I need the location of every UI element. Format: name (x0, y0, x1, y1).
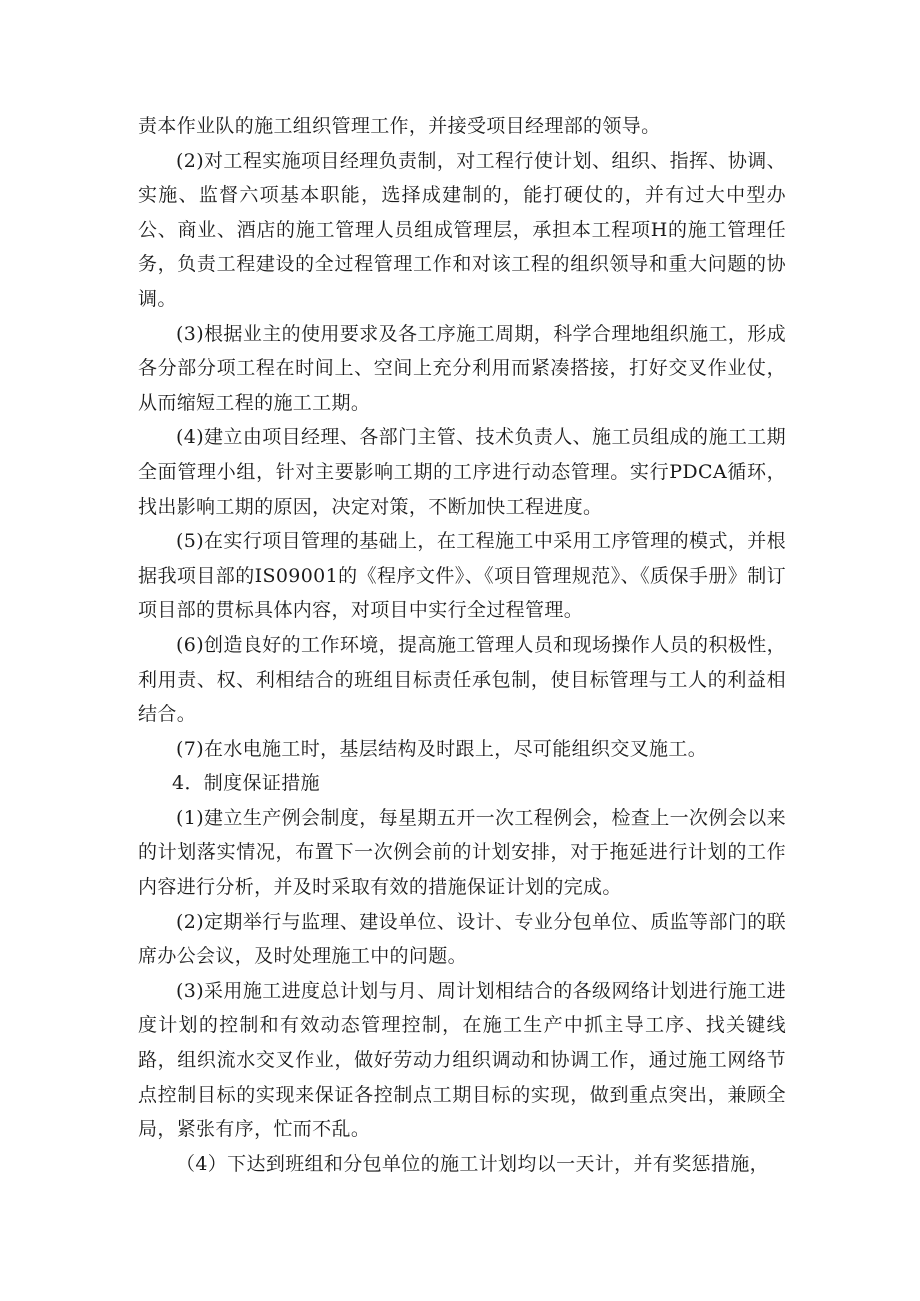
paragraph-item-4: (4)建立由项目经理、各部门主管、技术负责人、施工员组成的施工工期全面管理小组，针对主要影响工期的工序进行动态管理。实行PDCA循环，找出影响工期的原因，决定对策，不断加快工程进度。 (138, 426, 786, 518)
paragraph-item-4: （4）下达到班组和分包单位的施工计划均以一天计，并有奖惩措施， (176, 1152, 769, 1175)
paragraph-item-2: (2)对工程实施项目经理负责制，对工程行使计划、组织、指挥、协调、实施、监督六项基本职能，选择成建制的，能打硬仗的，并有过大中型办公、商业、酒店的施工管理人员组成管理层，承担本工程项H的施工管理任务，负责工程建设的全过程管理工作和对该工程的组织领导和重大问题的协调。 (138, 149, 786, 310)
paragraph-item-6: (6)创造良好的工作环境，提高施工管理人员和现场操作人员的积极性，利用责、权、利相结合的班组目标责任承包制，使目标管理与工人的利益相结合。 (138, 633, 786, 726)
paragraph-item-3: (3)采用施工进度总计划与月、周计划相结合的各级网络计划进行施工进度计划的控制和有效动态管理控制，在施工生产中抓主导工序、找关键线路，组织流水交叉作业，做好劳动力组织调动和协调工作，通过施工网络节点控制目标的实现来保证各控制点工期目标的实现，做到重点突出，兼顾全局，紧张有序，忙而不乱。 (138, 979, 786, 1141)
paragraph-item-2: (2)定期举行与监理、建设单位、设计、专业分包单位、质监等部门的联席办公会议，及时处理施工中的问题。 (138, 910, 786, 968)
paragraph-item-3: (3)根据业主的使用要求及各工序施工周期，科学合理地组织施工，形成各分部分项工程在时间上、空间上充分利用而紧凑搭接，打好交叉作业仗，从而缩短工程的施工工期。 (138, 322, 786, 414)
document-body (138, 109, 786, 1181)
paragraph-item-1: (1)建立生产例会制度，每星期五开一次工程例会，检查上一次例会以来的计划落实情况，布置下一次例会前的计划安排，对于拖延进行计划的工作内容进行分析，并及时采取有效的措施保证计划的完成。 (138, 806, 786, 899)
paragraph-item-7: (7)在水电施工时，基层结构及时跟上，尽可能组织交叉施工。 (176, 737, 708, 760)
paragraph-item-5: (5)在实行项目管理的基础上，在工程施工中采用工序管理的模式，并根据我项目部的IS09001的《程序文件》、《项目管理规范》、《质保手册》制订项目部的贯标具体内容，对项目中实行全过程管理。 (138, 530, 786, 622)
section-heading: 4．制度保证措施 (172, 772, 320, 795)
paragraph-continuation: 责本作业队的施工组织管理工作，并接受项目经理部的领导。 (138, 115, 661, 137)
